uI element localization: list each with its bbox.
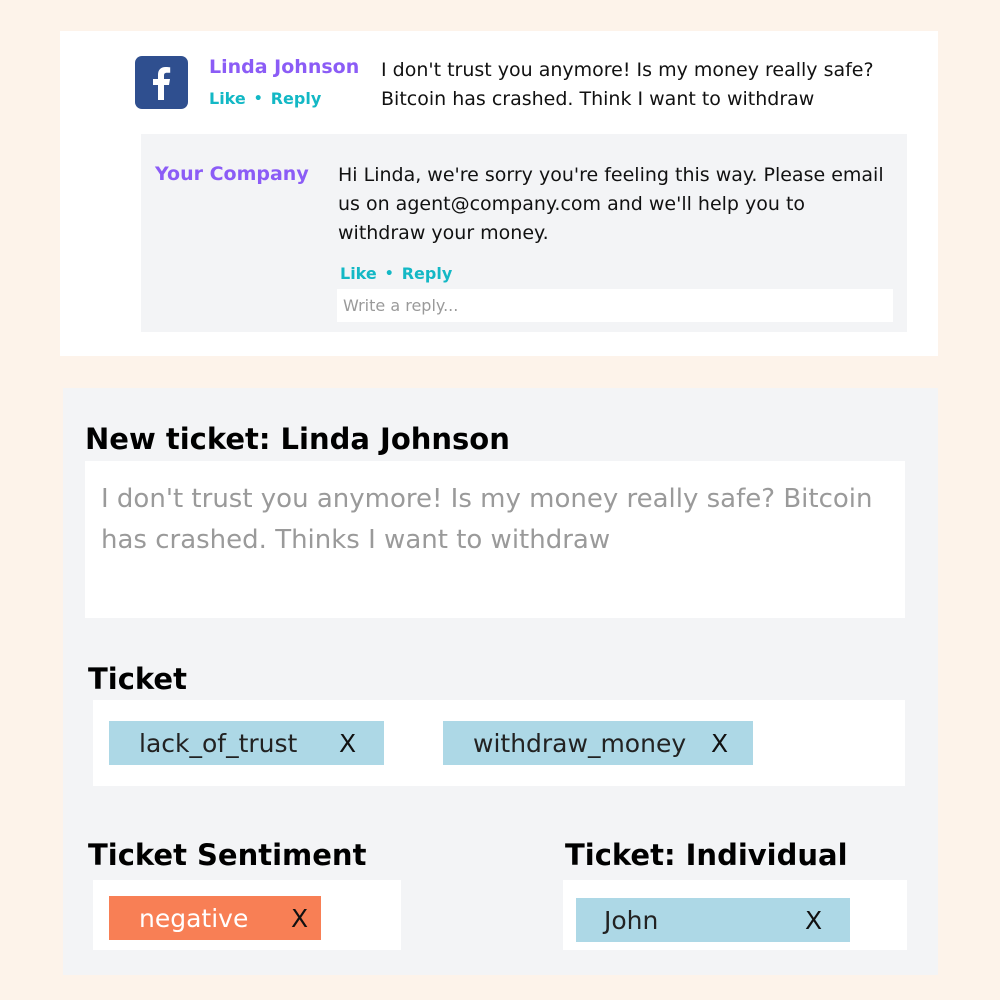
ticket-panel [63, 388, 938, 975]
reply-like-link[interactable]: Like [340, 264, 377, 283]
remove-sentiment-button[interactable]: X [291, 904, 309, 933]
post-reply-link[interactable]: Reply [270, 89, 322, 108]
individual-label: John [604, 905, 659, 935]
tag-label: lack_of_trust [139, 728, 298, 758]
social-post-card [60, 31, 938, 356]
remove-tag-button[interactable]: X [711, 729, 729, 758]
ticket-individual-title: Ticket: Individual [565, 838, 848, 872]
facebook-logo-icon [135, 56, 188, 109]
reply-actions [340, 264, 452, 283]
ticket-sentiment-title: Ticket Sentiment [88, 838, 367, 872]
separator-dot: • [384, 265, 394, 282]
tag-chip[interactable] [443, 721, 753, 765]
tag-chip[interactable] [109, 721, 384, 765]
ticket-body-text[interactable]: I don't trust you anymore! Is my money really safe? Bitcoin has crashed. Thinks I want to withdraw [85, 461, 905, 618]
post-like-link[interactable]: Like [209, 89, 246, 108]
reply-reply-link[interactable]: Reply [401, 264, 453, 283]
ticket-tags-field[interactable] [93, 700, 905, 786]
sentiment-chip[interactable] [109, 896, 321, 940]
separator-dot: • [253, 90, 263, 107]
post-author-name[interactable]: Linda Johnson [209, 56, 360, 78]
ticket-title: New ticket: Linda Johnson [85, 422, 510, 456]
ticket-tags-title: Ticket [88, 662, 187, 696]
individual-chip[interactable] [576, 898, 850, 942]
reply-thread [141, 134, 907, 332]
tag-label: withdraw_money [473, 728, 687, 758]
sentiment-label: negative [139, 903, 249, 933]
reply-message: Hi Linda, we're sorry you're feeling this way. Please email us on agent@company.com and we'll help you to withdraw your money. [338, 164, 884, 244]
reply-author-name[interactable]: Your Company [155, 163, 309, 185]
post-actions [209, 89, 321, 108]
write-reply-input[interactable] [337, 289, 893, 322]
ticket-individual-field[interactable] [563, 880, 907, 950]
remove-tag-button[interactable]: X [339, 729, 357, 758]
remove-individual-button[interactable]: X [805, 906, 823, 935]
post-message: I don't trust you anymore! Is my money really safe? Bitcoin has crashed. Think I want to withdraw [381, 59, 874, 110]
ticket-sentiment-field[interactable] [93, 880, 401, 950]
